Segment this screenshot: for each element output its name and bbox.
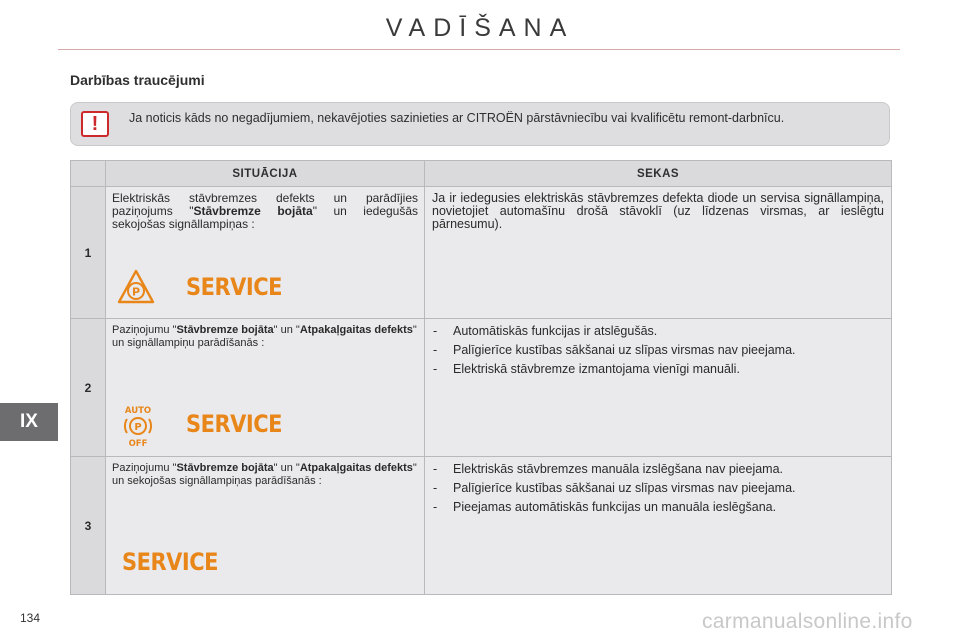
row-number: 1 bbox=[71, 187, 106, 319]
diagnostics-table bbox=[70, 160, 892, 595]
result-list bbox=[425, 457, 891, 514]
list-item: - Pieejamas automātiskās funkcijas un manuāla ieslēgšana. bbox=[431, 501, 883, 514]
warning-text: Ja noticis kāds no negadījumiem, nekavējoties sazinieties ar CITROËN pārstāvniecību vai kvalificētu remont-darbnīcu. bbox=[129, 111, 785, 125]
table-row bbox=[71, 319, 892, 457]
row-number: 3 bbox=[71, 457, 106, 595]
list-item: - Elektriskā stāvbremze izmantojama vienīgi manuāli. bbox=[431, 363, 883, 376]
title-divider bbox=[58, 49, 900, 50]
table-row bbox=[71, 457, 892, 595]
svg-text:P: P bbox=[134, 422, 142, 433]
table-row bbox=[71, 187, 892, 319]
result-list bbox=[425, 319, 891, 376]
result-cell bbox=[425, 187, 892, 319]
situation-cell bbox=[106, 319, 425, 457]
watermark: carmanualsonline.info bbox=[702, 610, 913, 633]
service-warning-icon: SERVICE bbox=[122, 548, 218, 576]
auto-park-off-icon bbox=[120, 404, 156, 453]
service-warning-icon: SERVICE bbox=[186, 273, 282, 301]
situation-text: Elektriskās stāvbremzes defekts un parādījies paziņojums "Stāvbremze bojāta" un iedegušās sekojošas signāllampiņas : bbox=[112, 191, 419, 231]
svg-text:AUTO: AUTO bbox=[124, 406, 152, 416]
service-warning-icon: SERVICE bbox=[186, 410, 282, 438]
situation-text: Paziņojumu "Stāvbremze bojāta" un "Atpakaļgaitas defekts" un sekojošas signāllampiņas parādīšanās : bbox=[112, 462, 417, 487]
list-item: - Palīgierīce kustības sākšanai uz slīpas virsmas nav pieejama. bbox=[431, 344, 883, 357]
page-number: 134 bbox=[20, 611, 41, 625]
svg-text:OFF: OFF bbox=[128, 439, 148, 448]
header-result: SEKAS bbox=[425, 161, 892, 187]
situation-text: Paziņojumu "Stāvbremze bojāta" un "Atpakaļgaitas defekts" un signāllampiņu parādīšanās : bbox=[112, 324, 417, 349]
warning-box bbox=[70, 102, 890, 146]
list-item: - Palīgierīce kustības sākšanai uz slīpas virsmas nav pieejama. bbox=[431, 482, 883, 495]
page-title: VADĪŠANA bbox=[385, 14, 575, 42]
situation-cell bbox=[106, 457, 425, 595]
exclamation-icon: ! bbox=[81, 111, 109, 137]
result-cell bbox=[425, 319, 892, 457]
svg-text:P: P bbox=[131, 285, 141, 299]
result-cell bbox=[425, 457, 892, 595]
section-heading: Darbības traucējumi bbox=[70, 72, 205, 88]
row-number: 2 bbox=[71, 319, 106, 457]
result-text: Ja ir iedegusies elektriskās stāvbremzes defekta diode un servisa signāllampiņa, novietojiet automašīnu drošā stāvoklī (uz līdzenas virsmas, ar ieslēgtu pārnesumu). bbox=[432, 191, 884, 231]
header-situation: SITUĀCIJA bbox=[106, 161, 425, 187]
list-item: - Elektriskās stāvbremzes manuāla izslēgšana nav pieejama. bbox=[431, 463, 883, 476]
parking-brake-warning-icon bbox=[116, 267, 156, 312]
list-item: - Automātiskās funkcijas ir atslēgušās. bbox=[431, 325, 883, 338]
situation-cell bbox=[106, 187, 425, 319]
chapter-tab: IX bbox=[0, 403, 58, 441]
header-blank bbox=[71, 161, 106, 187]
